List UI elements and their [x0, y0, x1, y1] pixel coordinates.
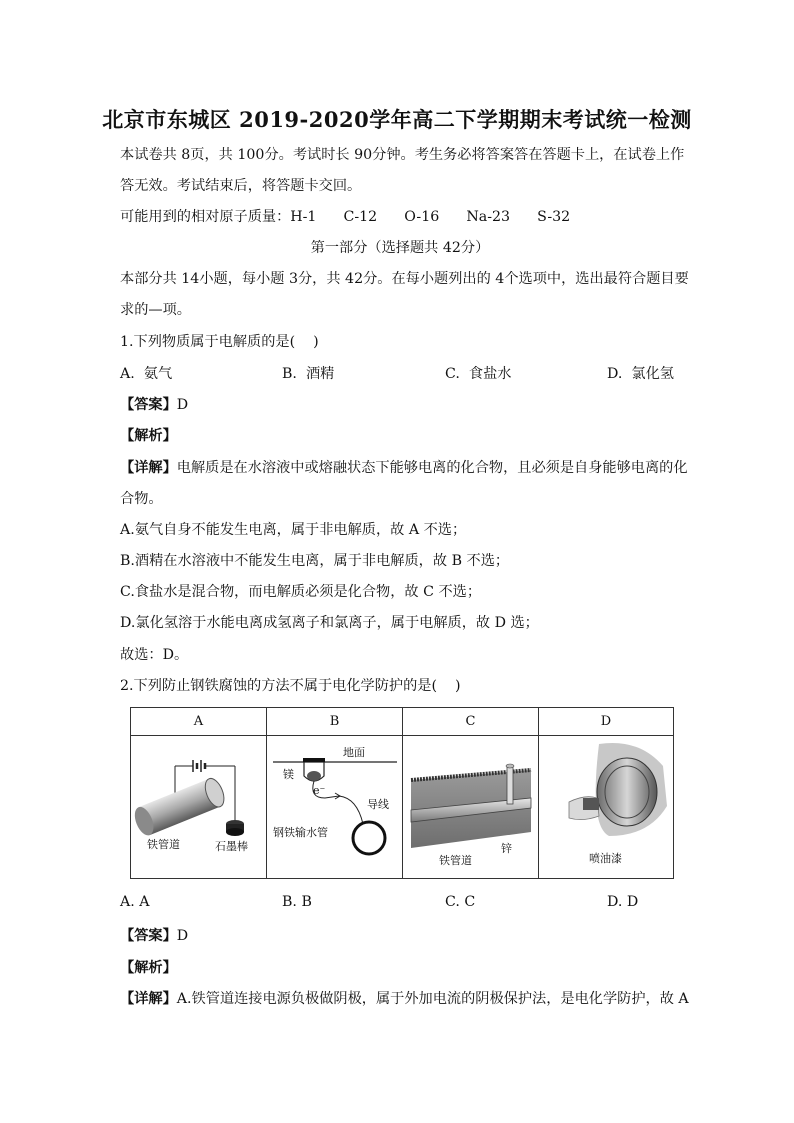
answer-label: 【答案】 [120, 928, 177, 944]
q1-option-d: D. 氯化氢 [607, 366, 674, 382]
part1-heading: 第一部分（选择题共 42分） [310, 240, 490, 256]
figure-header-c: C [403, 708, 539, 736]
q2-detail-line-1 [120, 988, 689, 1008]
q1-option-c: C. 食盐水 [445, 366, 512, 382]
q1-detail-line-2: 合物。 [120, 491, 163, 507]
q1-option-b: B. 酒精 [282, 366, 335, 382]
figure-b-illustration [267, 736, 403, 878]
label-iron-pipe-c: 铁管道 [439, 854, 472, 867]
q2-option-c: C. C [445, 894, 476, 910]
analysis-label: 【解析】 [120, 960, 177, 976]
figure-cell-d [539, 736, 673, 878]
figure-c-illustration [403, 736, 539, 878]
analysis-label: 【解析】 [120, 428, 177, 444]
figure-d-illustration [539, 736, 673, 878]
label-steel-water-pipe: 钢铁输水管 [273, 826, 328, 839]
figure-header-b: B [267, 708, 403, 736]
q2-stem: 2.下列防止钢铁腐蚀的方法不属于电化学防护的是( ) [120, 678, 461, 694]
detail-label: 【详解】 [120, 460, 177, 476]
label-zinc: 锌 [501, 842, 512, 855]
q1-answer [120, 394, 680, 414]
q1-explain-d: D.氯化氢溶于水能电离成氢离子和氯离子，属于电解质，故 D 选； [120, 615, 539, 631]
detail-text: A.铁管道连接电源负极做阴极，属于外加电流的阴极保护法，是电化学防护，故 A [176, 991, 689, 1007]
figure-cell-a [131, 736, 267, 878]
label-magnesium: 镁 [283, 768, 294, 781]
intro-line-2: 答无效。考试结束后，将答题卡交回。 [120, 178, 362, 194]
figure-cell-b [267, 736, 403, 878]
atomic-mass-line: 可能用到的相对原子质量：H-1 C-12 O-16 Na-23 S-32 [120, 209, 571, 225]
q2-option-a: A. A [120, 894, 150, 910]
label-iron-pipe-a: 铁管道 [147, 838, 180, 851]
q2-option-d: D. D [607, 894, 639, 910]
figure-a-illustration [131, 736, 267, 878]
label-spray-paint: 喷油漆 [589, 852, 622, 865]
figure-header-d: D [539, 708, 673, 736]
label-electron: e⁻ [313, 784, 326, 797]
q2-analysis-label [120, 957, 680, 977]
label-wire: 导线 [367, 798, 389, 811]
detail-label: 【详解】 [120, 991, 177, 1007]
page-title: 北京市东城区 2019-2020学年高二下学期期末考试统一检测 [102, 107, 692, 132]
q1-option-a: A. 氨气 [120, 366, 173, 382]
q1-conclusion: 故选：D。 [120, 647, 189, 663]
q1-detail-line-1 [120, 457, 688, 477]
q1-explain-c: C.食盐水是混合物，而电解质必须是化合物，故 C 不选； [120, 584, 482, 600]
q1-analysis-label [120, 425, 680, 445]
intro-line-1: 本试卷共 8页，共 100分。考试时长 90分钟。考生务必将答案答在答题卡上，在试卷上作 [120, 147, 685, 163]
figure-cell-c [403, 736, 539, 878]
label-ground: 地面 [343, 746, 365, 759]
detail-text: 电解质是在水溶液中或熔融状态下能够电离的化合物，且必须是自身能够电离的化 [176, 460, 688, 476]
label-graphite-rod: 石墨棒 [215, 840, 248, 853]
q2-figure-table [130, 707, 674, 879]
answer-value: D [176, 397, 189, 413]
q2-answer [120, 925, 680, 945]
figure-header-a: A [131, 708, 267, 736]
q1-explain-b: B.酒精在水溶液中不能发生电离，属于非电解质，故 B 不选； [120, 553, 510, 569]
part1-desc-2: 求的—项。 [120, 302, 191, 318]
part1-desc-1: 本部分共 14小题，每小题 3分，共 42分。在每小题列出的 4个选项中，选出最符合题目要 [120, 271, 689, 287]
answer-value: D [176, 928, 189, 944]
q1-explain-a: A.氨气自身不能发生电离，属于非电解质，故 A 不选； [120, 522, 467, 538]
answer-label: 【答案】 [120, 397, 177, 413]
q2-option-b: B. B [282, 894, 312, 910]
q1-stem: 1.下列物质属于电解质的是( ) [120, 334, 319, 350]
iron-pipe-shape [131, 776, 228, 838]
